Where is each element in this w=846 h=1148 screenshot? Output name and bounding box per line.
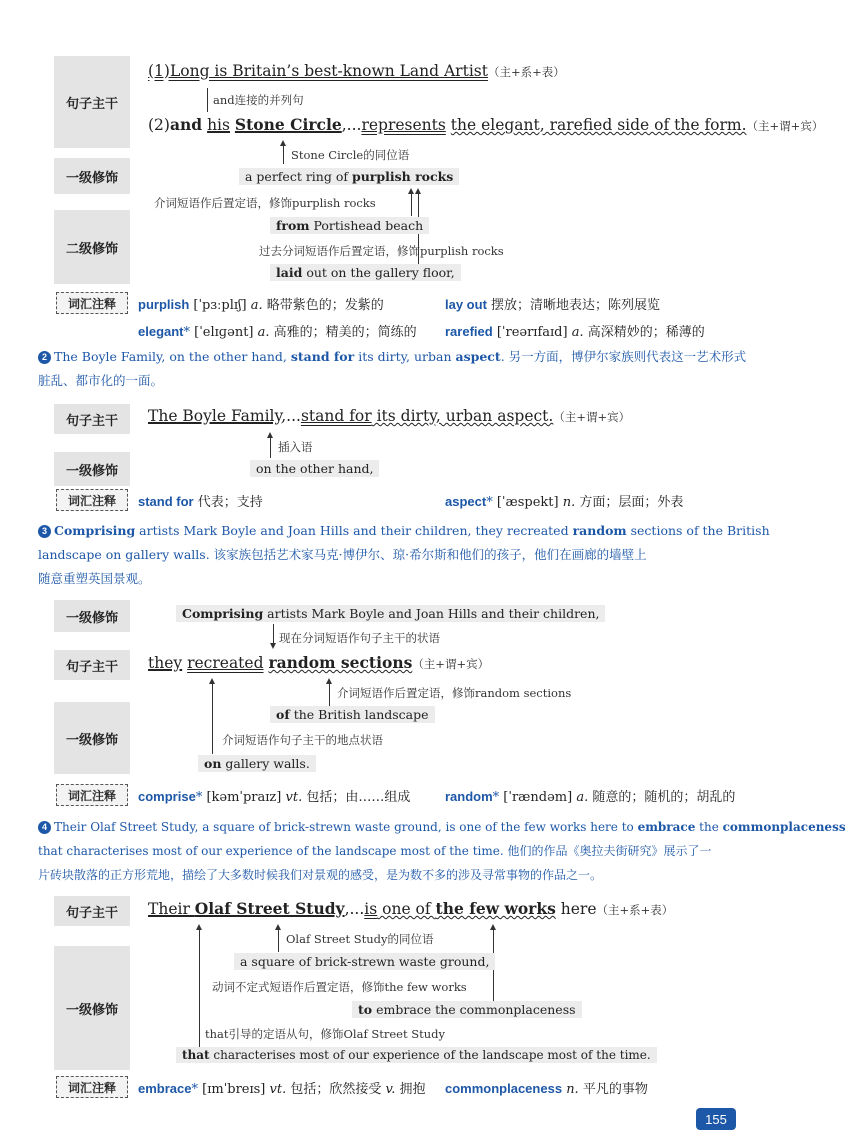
s1-mid: ,... [341,116,362,134]
line-s3-obj [329,684,330,706]
vocab-pos-elegant: a. [257,325,270,340]
vocab-word-stand-for: stand for [138,494,194,509]
mod-from-rest: Portishead beach [309,218,424,233]
s1-his: his [207,116,230,134]
vocab-elegant [138,321,417,340]
vocab-pos-aspect: n. [562,495,576,510]
star-icon: * [183,325,191,340]
s2-tag: （主+谓+宾） [553,410,631,424]
line-s4-appos [278,930,279,952]
star-icon: * [195,790,203,805]
ex2-b1: stand for [290,349,355,364]
vocab-word-embrace: embrace [138,1081,192,1096]
vocab-pos-embrace: vt. [269,1082,287,1097]
sentence-3 [148,653,489,672]
mod-laid-rest: out on the gallery floor, [302,265,455,280]
ex3-t4: 随意重塑英国景观。 [38,571,151,586]
mod-laid-bold: laid [276,265,303,280]
note-s3-2: 介词短语作后置定语，修饰random sections [337,686,572,700]
vocab-def-commonplaceness: 平凡的事物 [578,1082,648,1097]
vocab-def-comprise: 包括；由……组成 [302,790,411,805]
connector-line [207,88,208,112]
mod-laid-out [270,264,461,281]
label-first-mod-2: 一级修饰 [54,452,130,486]
vocab-def-random: 随意的；随机的；胡乱的 [588,790,736,805]
line-s3-verb [212,684,213,754]
label-first-mod-5: 一级修饰 [54,946,130,1070]
ex4-t3: that characterises most of our experience of the landscape most of the time. 他们的作品《奥拉夫街研究》展示了一 [38,844,712,858]
s1-verb: represents [361,116,446,134]
example-3 [38,519,770,591]
mod-from-portishead [270,217,429,234]
vocab-aspect [445,491,683,510]
label-main-clause-1: 句子主干 [54,56,130,148]
star-icon: * [492,790,500,805]
vocab-random [445,786,735,805]
note-s3-1: 现在分词短语作句子主干的状语 [279,631,440,645]
vocab-phon-purplish: [ˈpɜːplɪʃ] [189,298,251,313]
mod-to-bold: to [358,1002,373,1017]
vocab-phon-elegant: [ˈelɪɡənt] [190,325,258,340]
vocab-phon-comprise: [kəmˈpraɪz] [202,790,286,805]
s1-pre: (2) [148,116,170,134]
mod-comprising-bold: Comprising [182,606,264,621]
vocab-word-elegant: elegant [138,324,184,339]
ex2-b2: aspect [455,349,501,364]
ex4-b1: embrace [637,820,696,834]
mod-british-landscape [270,706,435,723]
ex3-t3: landscape on gallery walls. 该家族包括艺术家马克·博伊尔、琼·希尔斯和他们的孩子，他们在画廊的墙壁上 [38,547,647,562]
label-first-mod-1: 一级修饰 [54,158,130,194]
note-and: and连接的并列句 [213,93,304,107]
s3-tag: （主+谓+宾） [412,657,490,671]
s1-subject: Stone Circle [234,115,342,134]
mod-of-rest: the British landscape [289,707,429,722]
vocab-phon-rarefied: [ˈreərɪfaɪd] [492,325,572,340]
s4-subject: Olaf Street Study [194,899,345,918]
example-2 [38,345,746,393]
vocab-comprise [138,786,410,805]
vocab-pos-purplish: a. [250,298,263,313]
ex2-t1: The Boyle Family, on the other hand, [54,349,291,364]
label-vocab-3: 词汇注释 [56,784,128,806]
s4-verb: is [364,900,378,918]
line-s4-that [199,930,200,1048]
ex3-t1: artists Mark Boyle and Joan Hills and their children, they recreated [135,523,573,538]
line-s2 [270,438,271,458]
mod-to-rest: embrace the commonplaceness [372,1002,576,1017]
label-first-mod-4: 一级修饰 [54,702,130,774]
line-prep [411,194,412,216]
s4-tag: （主+系+表） [596,903,674,917]
note-s4-3: that引导的定语从句，修饰Olaf Street Study [205,1027,446,1041]
sentence-2 [148,407,630,425]
label-vocab-4: 词汇注释 [56,1076,128,1098]
note-prep: 介词短语作后置定语，修饰purplish rocks [154,196,376,210]
sentence-1-line-1-text: (1)Long is Britain’s best-known Land Artist [148,62,488,80]
number-4-icon: 4 [38,821,51,834]
mod-perfect-ring-a: a perfect ring of [245,169,352,184]
number-2-icon: 2 [38,351,51,364]
s2-subject: The Boyle Family [148,407,282,425]
vocab-phon-random: [ˈrændəm] [499,790,577,805]
line-appos [283,146,284,164]
s1-object: the elegant, rarefied side of the form. [450,116,747,134]
vocab-word-comprise: comprise [138,789,196,804]
s1-and: and [169,115,203,134]
vocab-word-purplish: purplish [138,297,190,312]
ex2-t4: 脏乱、都市化的一面。 [38,373,164,388]
sentence-1-line-2 [148,115,823,134]
vocab-commonplaceness [445,1078,648,1097]
vocab-def-lay-out: 摆放；清晰地表达；陈列展览 [486,298,661,313]
vocab-word-random: random [445,789,493,804]
s4-their: Their [148,900,195,918]
vocab-phon-embrace: [ɪmˈbreɪs] [197,1082,270,1097]
vocab-purplish [138,294,384,313]
s3-verb: recreated [187,654,264,672]
vocab-word-commonplaceness: commonplaceness [445,1081,563,1096]
mod-gallery-walls [198,755,316,772]
mod-of-bold: of [276,707,290,722]
arrow-down-s3 [270,643,276,649]
vocab-embrace [138,1078,426,1097]
mod-that-clause [176,1047,657,1063]
mod-perfect-ring [239,168,459,185]
note-past: 过去分词短语作后置定语，修饰purplish rocks [259,244,504,258]
mod-on-bold: on [204,756,222,771]
vocab-word-rarefied: rarefied [445,324,493,339]
label-vocab-2: 词汇注释 [56,489,128,511]
vocab-word-aspect: aspect [445,494,487,509]
ex2-t3: . 另一方面，博伊尔家族则代表这一艺术形式 [500,349,747,364]
s3-subject: they [148,654,183,672]
vocab-def-embrace-2: 拥抱 [395,1082,426,1097]
sentence-4 [148,899,673,918]
mod-on-rest: gallery walls. [221,756,310,771]
vocab-pos-commonplaceness: n. [566,1082,579,1097]
s2-verb: stand for [300,407,372,425]
star-icon: * [191,1082,198,1097]
label-main-clause-2: 句子主干 [54,404,130,434]
vocab-def-embrace: 包括；欣然接受 [286,1082,386,1097]
star-icon: * [486,495,493,510]
label-vocab-1: 词汇注释 [56,292,128,314]
vocab-pos-embrace-2: v. [385,1082,396,1097]
mod-from-bold: from [276,218,310,233]
s4-mid: ,... [344,900,365,918]
s2-mid: ,... [281,407,301,425]
line-s3-down [273,624,274,644]
mod-perfect-ring-b: purplish rocks [351,169,454,184]
s2-object: its dirty, urban aspect. [371,407,554,425]
label-first-mod-3: 一级修饰 [54,600,130,632]
vocab-def-aspect: 方面；层面；外表 [575,495,684,510]
mod-that-bold: that [182,1048,210,1062]
mod-square-ground: a square of brick-strewn waste ground, [234,953,495,970]
ex3-b2: random [572,523,627,538]
vocab-rarefied [445,321,705,340]
label-second-mod-1: 二级修饰 [54,210,130,284]
s4-one-of: one of [377,900,436,918]
example-4 [38,815,846,887]
vocab-word-lay-out: lay out [445,297,487,312]
mod-to-embrace [352,1001,582,1018]
note-s3-3: 介词短语作句子主干的地点状语 [222,733,383,747]
number-3-icon: 3 [38,525,51,538]
vocab-stand-for [138,491,263,510]
vocab-phon-aspect: [ˈæspekt] [492,495,563,510]
note-s4-1: Olaf Street Study的同位语 [286,932,434,946]
vocab-def-rarefied: 高深精妙的；稀薄的 [583,325,705,340]
mod-comprising [176,605,605,622]
vocab-pos-rarefied: a. [571,325,584,340]
s4-object: the few works [435,899,556,918]
vocab-pos-comprise: vt. [285,790,303,805]
ex3-t2: sections of the British [626,523,770,538]
ex4-t2: the [695,820,723,834]
ex2-t2: its dirty, urban [354,349,456,364]
label-main-clause-3: 句子主干 [54,650,130,680]
mod-that-rest: characterises most of our experience of the landscape most of the time. [209,1048,651,1062]
note-appos: Stone Circle的同位语 [291,148,410,162]
note-s2: 插入语 [278,440,313,454]
ex3-b1: Comprising [54,523,136,538]
ex4-t4: 片砖块散落的正方形荒地，描绘了大多数时候我们对景观的感受，是为数不多的涉及寻常事物的作品之一。 [38,868,603,882]
vocab-def-purplish: 略带紫色的；发紫的 [262,298,384,313]
s1-tag: （主+谓+宾） [746,119,824,133]
s3-object: random sections [268,653,413,672]
sentence-1-line-1 [148,62,565,80]
vocab-def-elegant: 高雅的；精美的；简练的 [269,325,417,340]
mod-comprising-rest: artists Mark Boyle and Joan Hills and their children, [263,606,600,621]
vocab-pos-random: a. [576,790,589,805]
ex4-b2: commonplaceness [722,820,846,834]
vocab-def-stand-for: 代表；支持 [193,495,263,510]
mod-other-hand: on the other hand, [250,460,379,477]
label-main-clause-4: 句子主干 [54,896,130,926]
s4-here: here [555,900,597,918]
ex4-t1: Their Olaf Street Study, a square of brick-strewn waste ground, is one of the few works here to [54,820,638,834]
sentence-1-line-1-tag: （主+系+表） [487,65,565,79]
page-number: 155 [696,1108,736,1130]
vocab-lay-out [445,294,660,313]
note-s4-2: 动词不定式短语作后置定语，修饰the few works [212,980,467,994]
